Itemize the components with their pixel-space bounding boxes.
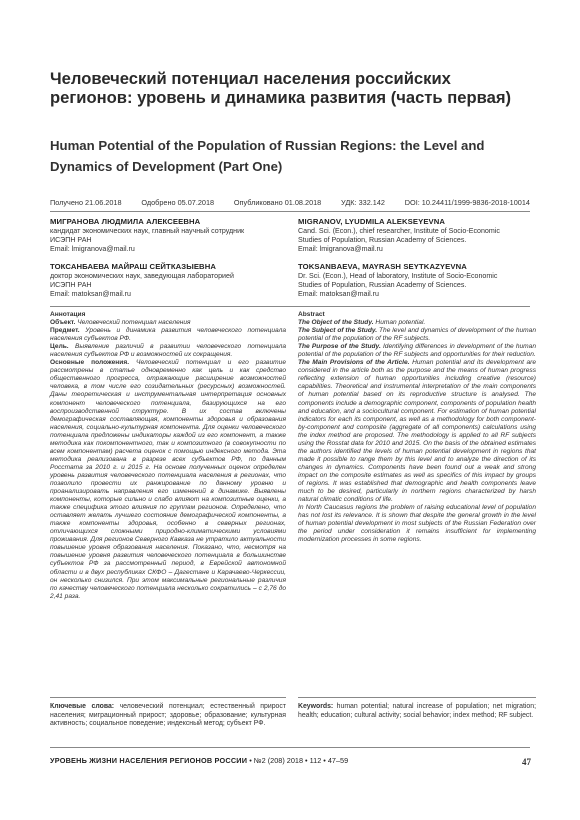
abstract-north-caucasus: In North Caucasus regions the problem of raising educational level of population has not lost its relevance. It is shown that despite the general growth in the level of human potential development in most subjects of the Russian Federation over the period under consideration it remains insufficient for implementing modernization processes in some regions.	[298, 504, 536, 544]
author-degree: Dr. Sci. (Econ.), Head of laboratory, Institute of Socio-Economic	[298, 271, 498, 280]
author-name: МИГРАНОВА ЛЮДМИЛА АЛЕКСЕЕВНА	[50, 217, 201, 226]
divider-top	[50, 211, 530, 212]
author-name: ТОКСАНБАЕВА МАЙРАШ СЕЙТКАЗЫЕВНА	[50, 262, 217, 271]
abstract-subject: Предмет. Уровень и динамика развития человеческого потенциала населения субъектов РФ.	[50, 327, 286, 343]
article-title-en: Human Potential of the Population of Russian Regions: the Level and Dynamics of Development (Part One)	[50, 138, 485, 174]
author-ru-1	[50, 218, 286, 254]
abstract-object: The Object of the Study. Human potential.	[298, 319, 426, 327]
divider-keywords	[50, 697, 286, 698]
abstract-ru	[50, 311, 286, 601]
publication-dates	[50, 198, 530, 207]
author-email[interactable]: Email: lmigranova@mail.ru	[50, 244, 135, 253]
doi: DOI: 10.24411/1999-9836-2018-10014	[404, 198, 530, 207]
author-email[interactable]: Email: lmigranova@mail.ru	[298, 244, 383, 253]
abstract-object: Объект. Человеческий потенциал населения	[50, 319, 191, 327]
author-en-2	[298, 263, 536, 299]
abstract-main: The Main Provisions of the Article. Human potential and its development are considered in the article both as the purpose and the means of human progress reflecting extension of human opportunities including creative (resource) capabilities. Theoretical and instrumental interpretation of the main components of human potential based on its reproductive structure is analysed. The components include a demographic component, components of population health and education, and a sociocultural component. For estimation of human potential indicators for each its component, as well as a methodology for both component-by-component and composite (aggregate of all components) calculations using the index method are proposed. The methodology is applied to all RF subjects using the Rosstat data for 2010 and 2015. On the basis of the obtained estimates the authors identified the levels of human potential development in regions that made it possible to range them by this level and to analyze the direction of its changes in dynamics. Components have been found out a weak and strong impact on the composite estimates as well as specifics of this impact by groups of regions. It was established that demographic and health components leave much to be desired, particularly in northern regions characterized by harsh natural climatic conditions of life.	[298, 359, 537, 504]
divider-footer	[50, 747, 530, 748]
author-ru-2	[50, 263, 286, 299]
received-date: Получено 21.06.2018	[50, 198, 122, 207]
divider-authors	[50, 306, 530, 307]
journal-issue: • №2 (208) 2018 • 112 • 47–59	[247, 756, 349, 765]
author-degree: кандидат экономических наук, главный научный сотрудник	[50, 226, 245, 235]
page-number: 47	[522, 757, 531, 767]
author-name: MIGRANOV, LYUDMILA ALEKSEYEVNA	[298, 217, 446, 226]
abstract-purpose: The Purpose of the Study. Identifying differences in development of the human potential of the population of the RF subjects and opportunities for their reduction.	[298, 343, 536, 359]
udc-code: УДК: 332.142	[341, 198, 385, 207]
abstract-en	[298, 311, 536, 544]
author-email[interactable]: Email: matoksan@mail.ru	[50, 289, 131, 298]
author-affiliation: Studies of Population, Russian Academy of Sciences.	[298, 235, 467, 244]
keywords-ru: Ключевые слова: человеческий потенциал; естественный прирост населения; миграционный прирост; здоровье; образование; культурная активность; социальное поведение; индексный метод; субъект РФ.	[50, 703, 286, 728]
author-degree: доктор экономических наук, заведующая лабораторией	[50, 271, 234, 280]
abstract-heading: Аннотация	[50, 311, 86, 318]
published-date: Опубликовано 01.08.2018	[233, 198, 322, 207]
author-degree: Cand. Sci. (Econ.), chief researcher, Institute of Socio-Economic	[298, 226, 500, 235]
abstract-main: Основные положения. Человеческий потенциал и его развитие рассмотрены в статье одновременно как цель и как средство общественного прогресса, отражающие расширение возможностей человека, в том числе его созидательных (ресурсных) возможностей. Даны теоретическая и инструментальная интерпретация основных компонент человеческого потенциала, базирующихся на его воспроизводственной структуре. В их состав включены демографическая составляющая, компоненты здоровья и образования населения, социально-культурная компонента. Для оценки человеческого потенциала предложены индикаторы каждой из его компонент, а также методика как покомпонентного, так и композитного (в совокупности по всем компонентам) расчета оценок с помощью индексного метода. Эта методика реализована в разрезе всех субъектов РФ, по данным Росстата за 2010 г. и 2015 г. На основе полученных оценок определен уровень развития человеческого потенциала населения в регионах, что позволило провести их ранжирование по данному уровню и проанализировать направления его изменений в динамике. Выявлены компоненты, которые сильно и слабо влияют на композитные оценки, а также специфика этого влияния по группам регионов. Определено, что оставляет желать лучшего состояние демографической компоненты, а также компоненты здоровья, особенно в северных регионах, отличающихся сложными природно-климатическими условиями проживания. Для регионов Северного Кавказа не утратило актуальности повышение уровня образования населения. Показано, что, несмотря на повышение уровня развития человеческого потенциала в большинстве субъектов РФ за рассмотренный период, в Еврейской автономной области и в двух республиках СКФО – Дагестане и Карачаево-Черкессии, он несколько снизился. При этом максимальные региональные различия по качеству человеческого потенциала несколько сократились – с 2,76 до 2,41 раза.	[50, 359, 286, 600]
author-affiliation: ИСЭПН РАН	[50, 280, 92, 289]
abstract-subject: The Subject of the Study. The level and dynamics of development of the human potential of the population of the RF subjects.	[298, 327, 536, 343]
divider-keywords-en	[298, 697, 536, 698]
abstract-goal: Цель. Выявление различий в развитии человеческого потенциала населения субъектов РФ и возможностей их сокращения.	[50, 343, 286, 359]
author-name: TOKSANBAEVA, MAYRASH SEYTKAZYEVNA	[298, 262, 467, 271]
journal-footer	[50, 756, 530, 765]
approved-date: Одобрено 05.07.2018	[141, 198, 215, 207]
article-title-ru: Человеческий потенциал населения российских регионов: уровень и динамика развития (часть первая)	[50, 69, 512, 107]
author-affiliation: Studies of Population, Russian Academy of Sciences.	[298, 280, 467, 289]
journal-title: УРОВЕНЬ ЖИЗНИ НАСЕЛЕНИЯ РЕГИОНОВ РОССИИ	[50, 756, 248, 765]
author-en-1	[298, 218, 536, 254]
abstract-heading: Abstract	[298, 311, 325, 318]
author-email[interactable]: Email: matoksan@mail.ru	[298, 289, 379, 298]
author-affiliation: ИСЭПН РАН	[50, 235, 92, 244]
keywords-en: Keywords: human potential; natural increase of population; net migration; health; education; cultural activity; social behavior; index method; RF subject.	[298, 703, 536, 719]
